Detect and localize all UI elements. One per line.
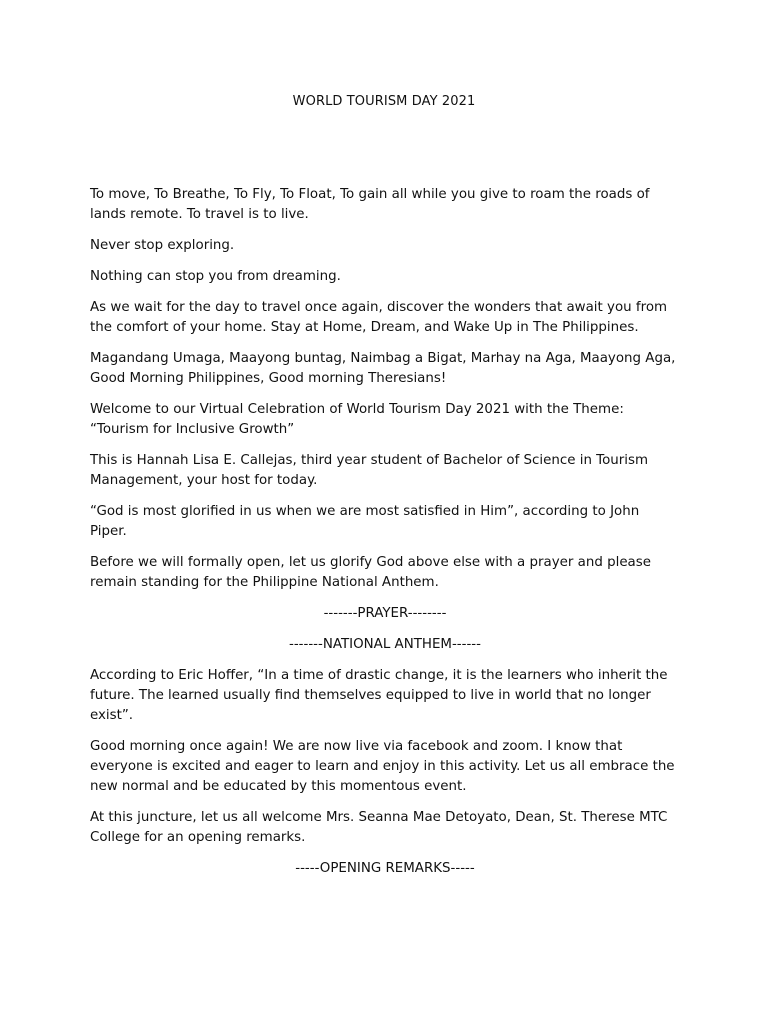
paragraph-greetings: Magandang Umaga, Maayong buntag, Naimbag a Bigat, Marhay na Aga, Maayong Aga, Good Morning Philippines, Good morning Theresians! [90,351,676,386]
section-national-anthem: -------NATIONAL ANTHEM------ [289,637,481,652]
paragraph-opening-quote: To move, To Breathe, To Fly, To Float, To gain all while you give to roam the roads of lands remote. To travel is to live. [90,187,650,222]
paragraph-piper-quote: “God is most glorified in us when we are most satisfied in Him”, according to John Piper. [90,504,640,539]
paragraph-before-open: Before we will formally open, let us glorify God above else with a prayer and please remain standing for the Philippine National Anthem. [90,555,651,590]
document-body [90,185,680,890]
document-title: WORLD TOURISM DAY 2021 [292,94,476,109]
paragraph-dreaming: Nothing can stop you from dreaming. [90,269,341,284]
section-opening-remarks: -----OPENING REMARKS----- [295,861,475,876]
paragraph-host-intro: This is Hannah Lisa E. Callejas, third year student of Bachelor of Science in Tourism Management, your host for today. [90,453,649,488]
section-prayer: -------PRAYER-------- [323,606,447,621]
paragraph-welcome-theme: Welcome to our Virtual Celebration of World Tourism Day 2021 with the Theme: “Tourism for Inclusive Growth” [90,402,624,437]
paragraph-never-stop: Never stop exploring. [90,238,235,253]
paragraph-hoffer-quote: According to Eric Hoffer, “In a time of drastic change, it is the learners who inherit the future. The learned usually find themselves equipped to live in world that no longer exist”. [90,668,668,723]
paragraph-wait-to-travel: As we wait for the day to travel once again, discover the wonders that await you from the comfort of your home. Stay at Home, Dream, and Wake Up in The Philippines. [90,300,668,335]
paragraph-welcome-dean: At this juncture, let us all welcome Mrs. Seanna Mae Detoyato, Dean, St. Therese MTC College for an opening remarks. [90,810,668,845]
paragraph-live-via: Good morning once again! We are now live via facebook and zoom. I know that everyone is excited and eager to learn and enjoy in this activity. Let us all embrace the new normal and be educated by this momentous event. [90,739,675,794]
